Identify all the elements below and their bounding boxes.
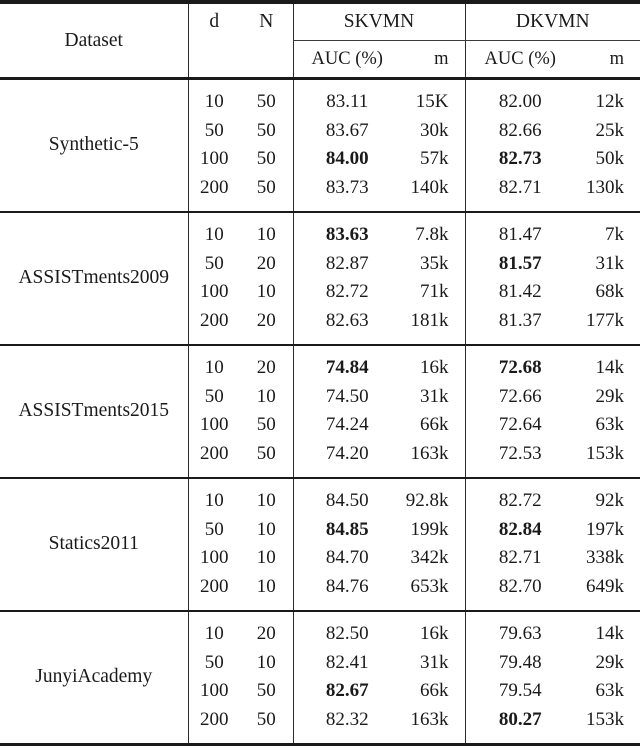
cell-d: 10 — [188, 88, 240, 117]
cell-dkvmn-auc: 79.48 — [465, 649, 575, 678]
cell-dkvmn-auc: 82.71 — [465, 174, 575, 203]
cell-skvmn-auc: 82.32 — [293, 706, 401, 735]
cell-N: 50 — [240, 174, 293, 203]
cell-dkvmn-m: 153k — [575, 706, 640, 735]
table-row — [0, 354, 640, 383]
cell-dkvmn-m: 153k — [575, 440, 640, 469]
table-row — [0, 487, 640, 516]
cell-skvmn-m: 342k — [401, 544, 465, 573]
cell-d: 10 — [188, 354, 240, 383]
cell-skvmn-auc: 82.63 — [293, 307, 401, 336]
cell-d: 10 — [188, 221, 240, 250]
block-top-spacer — [0, 612, 640, 620]
cell-dkvmn-m: 63k — [575, 677, 640, 706]
table-row — [0, 88, 640, 117]
cell-skvmn-auc: 84.50 — [293, 487, 401, 516]
block-bottom-spacer — [0, 734, 640, 745]
cell-skvmn-m: 7.8k — [401, 221, 465, 250]
cell-skvmn-auc: 74.84 — [293, 354, 401, 383]
cell-d: 50 — [188, 649, 240, 678]
cell-dkvmn-auc: 82.84 — [465, 516, 575, 545]
block-bottom-spacer — [0, 335, 640, 345]
cell-N: 50 — [240, 145, 293, 174]
cell-dkvmn-auc: 79.54 — [465, 677, 575, 706]
cell-dkvmn-auc: 72.68 — [465, 354, 575, 383]
cell-N: 20 — [240, 250, 293, 279]
block-bottom-spacer — [0, 202, 640, 212]
cell-dkvmn-m: 63k — [575, 411, 640, 440]
cell-skvmn-auc: 82.67 — [293, 677, 401, 706]
cell-dkvmn-auc: 81.57 — [465, 250, 575, 279]
cell-N: 20 — [240, 620, 293, 649]
cell-dkvmn-auc: 82.72 — [465, 487, 575, 516]
cell-N: 10 — [240, 544, 293, 573]
header-skvmn-auc: AUC (%) — [293, 41, 401, 79]
cell-dkvmn-auc: 72.66 — [465, 383, 575, 412]
cell-dkvmn-m: 29k — [575, 649, 640, 678]
block-top-spacer — [0, 346, 640, 354]
cell-d: 10 — [188, 620, 240, 649]
cell-N: 10 — [240, 573, 293, 602]
cell-d: 200 — [188, 307, 240, 336]
cell-d: 50 — [188, 250, 240, 279]
table-row — [0, 620, 640, 649]
header-group-dkvmn: DKVMN — [465, 4, 640, 41]
cell-skvmn-auc: 74.24 — [293, 411, 401, 440]
cell-skvmn-m: 66k — [401, 411, 465, 440]
block-bottom-spacer — [0, 468, 640, 478]
header-dkvmn-m: m — [575, 41, 640, 79]
header-dataset: Dataset — [0, 4, 188, 79]
cell-dkvmn-m: 68k — [575, 278, 640, 307]
cell-dkvmn-m: 31k — [575, 250, 640, 279]
cell-skvmn-m: 181k — [401, 307, 465, 336]
cell-skvmn-m: 15K — [401, 88, 465, 117]
cell-d: 200 — [188, 573, 240, 602]
cell-N: 10 — [240, 487, 293, 516]
cell-dkvmn-m: 25k — [575, 117, 640, 146]
header-d: d — [188, 4, 240, 41]
dataset-name: Synthetic-5 — [0, 88, 188, 202]
cell-dkvmn-m: 50k — [575, 145, 640, 174]
cell-skvmn-auc: 82.50 — [293, 620, 401, 649]
cell-skvmn-m: 31k — [401, 383, 465, 412]
cell-dkvmn-auc: 82.71 — [465, 544, 575, 573]
cell-N: 20 — [240, 307, 293, 336]
cell-dkvmn-auc: 82.00 — [465, 88, 575, 117]
header-N: N — [240, 4, 293, 41]
cell-dkvmn-m: 92k — [575, 487, 640, 516]
cell-d: 100 — [188, 677, 240, 706]
cell-dkvmn-auc: 82.73 — [465, 145, 575, 174]
cell-skvmn-m: 71k — [401, 278, 465, 307]
block-top-spacer — [0, 479, 640, 487]
cell-N: 10 — [240, 278, 293, 307]
cell-d: 50 — [188, 383, 240, 412]
cell-dkvmn-m: 29k — [575, 383, 640, 412]
cell-N: 50 — [240, 677, 293, 706]
cell-N: 10 — [240, 516, 293, 545]
cell-skvmn-auc: 84.85 — [293, 516, 401, 545]
cell-skvmn-m: 163k — [401, 706, 465, 735]
cell-skvmn-auc: 84.00 — [293, 145, 401, 174]
cell-skvmn-m: 199k — [401, 516, 465, 545]
cell-d: 200 — [188, 706, 240, 735]
block-bottom-spacer — [0, 601, 640, 611]
cell-skvmn-auc: 74.50 — [293, 383, 401, 412]
cell-N: 50 — [240, 411, 293, 440]
cell-N: 10 — [240, 649, 293, 678]
dataset-name: JunyiAcademy — [0, 620, 188, 734]
header-d-spacer — [188, 41, 240, 79]
cell-skvmn-m: 92.8k — [401, 487, 465, 516]
cell-d: 10 — [188, 487, 240, 516]
cell-N: 20 — [240, 354, 293, 383]
cell-dkvmn-auc: 81.42 — [465, 278, 575, 307]
table-header-row-groups — [0, 4, 640, 41]
cell-skvmn-m: 30k — [401, 117, 465, 146]
cell-skvmn-auc: 74.20 — [293, 440, 401, 469]
cell-skvmn-auc: 82.87 — [293, 250, 401, 279]
cell-dkvmn-auc: 82.66 — [465, 117, 575, 146]
cell-skvmn-auc: 83.11 — [293, 88, 401, 117]
cell-skvmn-m: 35k — [401, 250, 465, 279]
cell-d: 200 — [188, 174, 240, 203]
cell-N: 50 — [240, 440, 293, 469]
cell-skvmn-m: 31k — [401, 649, 465, 678]
cell-N: 50 — [240, 88, 293, 117]
table-row — [0, 221, 640, 250]
cell-d: 200 — [188, 440, 240, 469]
cell-skvmn-m: 163k — [401, 440, 465, 469]
cell-dkvmn-m: 649k — [575, 573, 640, 602]
cell-dkvmn-m: 12k — [575, 88, 640, 117]
cell-N: 50 — [240, 706, 293, 735]
cell-skvmn-auc: 83.63 — [293, 221, 401, 250]
cell-skvmn-m: 653k — [401, 573, 465, 602]
cell-skvmn-m: 57k — [401, 145, 465, 174]
cell-dkvmn-auc: 72.64 — [465, 411, 575, 440]
cell-d: 100 — [188, 145, 240, 174]
cell-dkvmn-m: 197k — [575, 516, 640, 545]
cell-N: 10 — [240, 383, 293, 412]
dataset-name: ASSISTments2015 — [0, 354, 188, 468]
cell-dkvmn-m: 338k — [575, 544, 640, 573]
block-top-spacer — [0, 80, 640, 88]
cell-dkvmn-auc: 82.70 — [465, 573, 575, 602]
cell-skvmn-auc: 84.76 — [293, 573, 401, 602]
cell-dkvmn-auc: 79.63 — [465, 620, 575, 649]
cell-skvmn-auc: 82.41 — [293, 649, 401, 678]
cell-d: 50 — [188, 117, 240, 146]
cell-skvmn-m: 16k — [401, 354, 465, 383]
cell-d: 100 — [188, 544, 240, 573]
cell-dkvmn-m: 177k — [575, 307, 640, 336]
header-skvmn-m: m — [401, 41, 465, 79]
dataset-name: Statics2011 — [0, 487, 188, 601]
cell-dkvmn-auc: 80.27 — [465, 706, 575, 735]
header-N-spacer — [240, 41, 293, 79]
cell-skvmn-m: 66k — [401, 677, 465, 706]
cell-N: 10 — [240, 221, 293, 250]
cell-skvmn-auc: 82.72 — [293, 278, 401, 307]
cell-d: 100 — [188, 278, 240, 307]
cell-skvmn-auc: 84.70 — [293, 544, 401, 573]
header-group-skvmn: SKVMN — [293, 4, 465, 41]
cell-d: 50 — [188, 516, 240, 545]
cell-skvmn-m: 140k — [401, 174, 465, 203]
cell-d: 100 — [188, 411, 240, 440]
cell-dkvmn-m: 14k — [575, 354, 640, 383]
cell-skvmn-auc: 83.73 — [293, 174, 401, 203]
cell-skvmn-auc: 83.67 — [293, 117, 401, 146]
cell-dkvmn-auc: 81.37 — [465, 307, 575, 336]
cell-dkvmn-auc: 72.53 — [465, 440, 575, 469]
cell-dkvmn-auc: 81.47 — [465, 221, 575, 250]
cell-N: 50 — [240, 117, 293, 146]
header-dkvmn-auc: AUC (%) — [465, 41, 575, 79]
block-top-spacer — [0, 213, 640, 221]
cell-dkvmn-m: 7k — [575, 221, 640, 250]
cell-skvmn-m: 16k — [401, 620, 465, 649]
cell-dkvmn-m: 130k — [575, 174, 640, 203]
cell-dkvmn-m: 14k — [575, 620, 640, 649]
dataset-name: ASSISTments2009 — [0, 221, 188, 335]
